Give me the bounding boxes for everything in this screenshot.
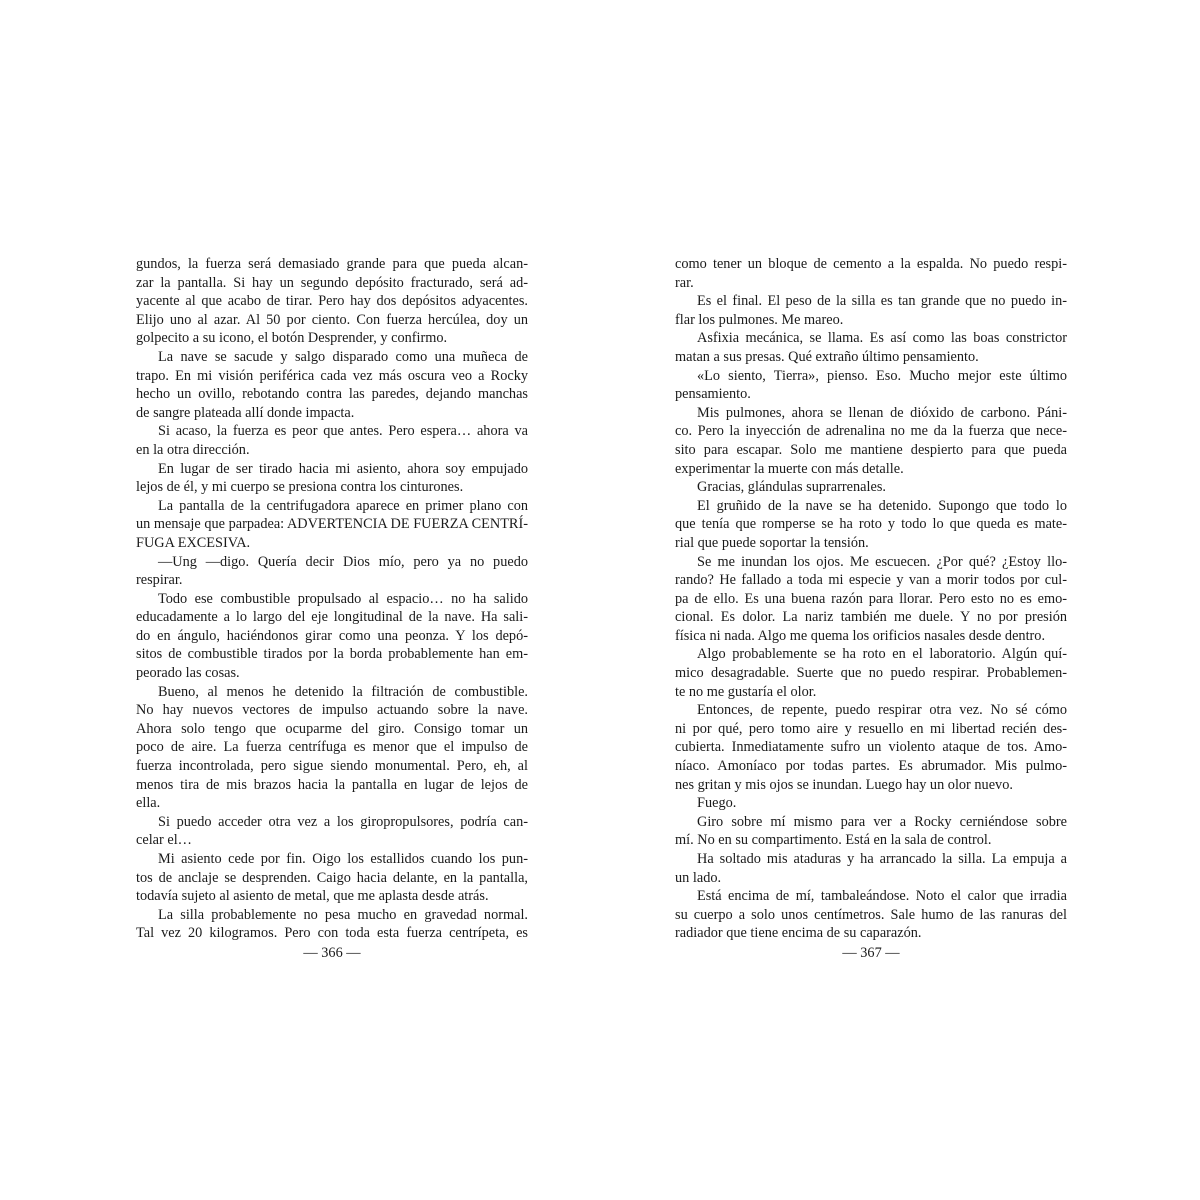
text-line: —Ung —digo. Quería decir Dios mío, pero ya no puedo [158,553,528,570]
text-line: poco de aire. La fuerza centrífuga es menor que el impulso de [136,739,528,756]
text-line: rando? He fallado a toda mi especie y van a morir todos por cul- [675,572,1067,589]
text-line: celar el… [136,832,192,849]
text-line: su cuerpo a solo unos centímetros. Sale humo de las ranuras del [675,906,1067,923]
text-line: lejos de él, y mi cuerpo se presiona contra los cinturones. [136,479,464,496]
text-line: menos tira de mis brazos hacia la pantalla en lugar de lejos de [136,776,528,793]
text-line: mico desagradable. Suerte que no puedo respirar. Probablemen- [675,665,1067,682]
text-line: como tener un bloque de cemento a la espalda. No puedo respi- [675,256,1067,272]
text-line: Todo ese combustible propulsado al espacio… no ha salido [158,590,528,607]
text-line: La pantalla de la centrifugadora aparece en primer plano con [158,497,528,514]
text-line: do en ángulo, haciéndonos girar como una peonza. Y los depó- [136,627,528,644]
text-line: La silla probablemente no pesa mucho en gravedad normal. [158,906,528,923]
text-line: que tenía que romperse se ha roto y todo lo que queda es mate- [675,516,1067,533]
text-line: ni por qué, pero tomo aire y resuello en mi libertad recién des- [675,720,1067,737]
text-line: física ni nada. Algo me quema los orificios nasales desde dentro. [675,627,1046,644]
text-line: hecho un ovillo, rebotando contra las paredes, dejando manchas [136,386,528,403]
text-line: gundos, la fuerza será demasiado grande para que pueda alcan- [136,256,528,272]
text-line: de sangre plateada allí donde impacta. [136,404,355,421]
text-line: pa de ello. Es una buena razón para llorar. Pero esto no es emo- [675,590,1067,607]
right-page-number: — 367 — [842,945,900,961]
text-line: un mensaje que parpadea: ADVERTENCIA DE FUERZA CENTRÍ- [136,516,528,533]
text-line: Bueno, al menos he detenido la filtración de combustible. [158,683,528,700]
text-line: Mis pulmones, ahora se llenan de dióxido de carbono. Páni- [697,404,1067,421]
text-line: co. Pero la inyección de adrenalina no me da la fuerza que nece- [675,423,1067,440]
text-line: mí. No en su compartimento. Está en la sala de control. [675,832,992,849]
text-line: fuerza incontrolada, pero sigue siendo monumental. Pero, eh, al [136,758,528,775]
text-line: respirar. [136,572,183,589]
text-line: un lado. [675,869,722,886]
text-line: Es el final. El peso de la silla es tan grande que no puedo in- [697,293,1067,310]
text-line: Algo probablemente se ha roto en el laboratorio. Algún quí- [697,646,1067,663]
text-line: yacente al que acabo de tirar. Pero hay dos depósitos adyacentes. [136,293,528,310]
text-line: nes gritan y mis ojos se inundan. Luego hay un olor nuevo. [675,776,1013,793]
text-line: Está encima de mí, tambaleándose. Noto el calor que irradia [697,888,1067,905]
text-line: rar. [675,274,694,291]
text-line: matan a sus presas. Qué extraño último pensamiento. [675,348,979,365]
text-line: Se me inundan los ojos. Me escuecen. ¿Por qué? ¿Estoy llo- [697,553,1067,570]
text-line: Si puedo acceder otra vez a los giropropulsores, podría can- [158,813,528,830]
text-line: educadamente a lo largo del eje longitudinal de la nave. Ha sali- [136,609,528,626]
left-page-text [136,255,528,943]
text-line: Gracias, glándulas suprarrenales. [697,479,886,496]
text-line: No hay nuevos vectores de impulso actuando sobre la nave. [136,702,528,719]
text-line: cional. Es dolor. La nariz también me duele. Y no por presión [675,609,1067,626]
text-line: «Lo siento, Tierra», pienso. Eso. Mucho mejor este último [697,367,1067,384]
text-line: peorado las cosas. [136,665,240,682]
text-line: golpecito a su icono, el botón Desprender, y confirmo. [136,330,448,347]
text-line: Ha soltado mis ataduras y ha arrancado la silla. La empuja a [697,851,1067,867]
text-line: ella. [136,795,161,812]
left-page-number: — 366 — [303,945,361,961]
right-page-text [675,255,1067,943]
text-line: Tal vez 20 kilogramos. Pero con toda esta fuerza centrípeta, es [136,925,528,942]
text-line: sito para escapar. Solo me mantiene despierto para que pueda [675,441,1067,458]
text-line: trapo. En mi visión periférica cada vez más oscura veo a Rocky [136,367,528,384]
text-line: tos de anclaje se desprenden. Caigo hacia delante, en la pantalla, [136,869,528,886]
text-line: Fuego. [697,795,737,812]
text-line: flar los pulmones. Me mareo. [675,311,844,328]
text-line: te no me gustaría el olor. [675,683,817,700]
text-line: Entonces, de repente, puedo respirar otra vez. No sé cómo [697,702,1067,719]
text-line: La nave se sacude y salgo disparado como una muñeca de [158,348,528,365]
text-line: zar la pantalla. Si hay un segundo depósito fracturado, será ad- [136,274,528,291]
text-line: pensamiento. [675,386,751,403]
text-line: El gruñido de la nave se ha detenido. Supongo que todo lo [697,497,1067,514]
text-line: En lugar de ser tirado hacia mi asiento, ahora soy empujado [158,460,528,477]
text-line: Giro sobre mí mismo para ver a Rocky cerniéndose sobre [697,813,1067,830]
text-line: rial que puede soportar la tensión. [675,534,869,551]
text-line: experimentar la muerte con más detalle. [675,460,904,477]
text-line: níaco. Amoníaco por todas partes. Es abrumador. Mis pulmo- [675,758,1067,775]
text-line: Elijo uno al azar. Al 50 por ciento. Con fuerza hercúlea, doy un [136,311,528,328]
text-line: cubierta. Inmediatamente sufro un violento ataque de tos. Amo- [675,739,1067,756]
text-line: Si acaso, la fuerza es peor que antes. Pero espera… ahora va [158,423,528,440]
text-line: en la otra dirección. [136,441,250,458]
text-line: todavía sujeto al asiento de metal, que me aplasta desde atrás. [136,888,489,905]
text-line: FUGA EXCESIVA. [136,534,251,551]
text-line: Mi asiento cede por fin. Oigo los estallidos cuando los pun- [158,851,528,867]
text-line: sitos de combustible tirados por la borda probablemente han em- [136,646,528,663]
text-line: Asfixia mecánica, se llama. Es así como las boas constrictor [697,330,1067,347]
text-line: radiador que tiene encima de su caparazón. [675,925,922,942]
text-line: Ahora solo tengo que ocuparme del giro. Consigo tomar un [136,720,528,737]
